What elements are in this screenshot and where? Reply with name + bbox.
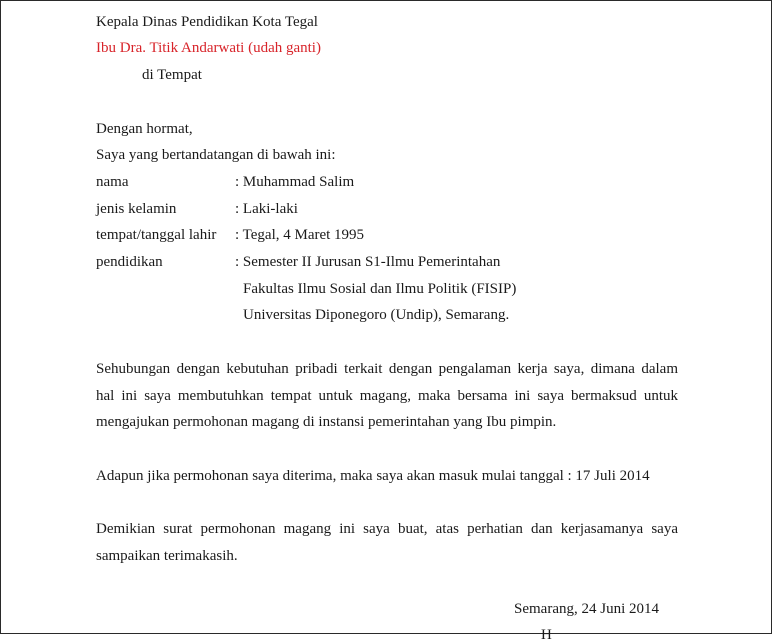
paragraph-3-line-1: Demikian surat permohonan magang ini saya buat, atas perhatian dan kerjasamanya saya: [96, 521, 678, 537]
recipient-line-3: di Tempat: [142, 67, 202, 83]
paragraph-1-line-1: Sehubungan dengan kebutuhan pribadi terkait dengan pengalaman kerja saya, dimana dalam: [96, 361, 678, 377]
field-label-jenis-kelamin: jenis kelamin: [96, 201, 177, 217]
field-label-nama: nama: [96, 174, 129, 190]
education-line-2: Fakultas Ilmu Sosial dan Ilmu Politik (FISIP): [243, 281, 517, 297]
field-value-jenis-kelamin: : Laki-laki: [235, 201, 298, 217]
field-value-nama: : Muhammad Salim: [235, 174, 355, 190]
field-value-pendidikan: : Semester II Jurusan S1-Ilmu Pemerintahan: [235, 254, 501, 270]
field-label-pendidikan: pendidikan: [96, 254, 163, 270]
education-line-3: Universitas Diponegoro (Undip), Semarang.: [243, 307, 510, 323]
field-value-ttl: : Tegal, 4 Maret 1995: [235, 227, 365, 243]
paragraph-3-line-2: sampaikan terimakasih.: [96, 548, 238, 564]
field-label-ttl: tempat/tanggal lahir: [96, 227, 217, 243]
place-date: Semarang, 24 Juni 2014: [514, 601, 659, 617]
paragraph-2: Adapun jika permohonan saya diterima, maka saya akan masuk mulai tanggal : 17 Juli 2014: [96, 468, 650, 484]
greeting: Dengan hormat,: [96, 121, 193, 137]
recipient-line-1: Kepala Dinas Pendidikan Kota Tegal: [96, 14, 318, 30]
paragraph-1-line-2: hal ini saya membutuhkan tempat untuk magang, maka bersama ini saya bermaksud untuk: [96, 388, 678, 404]
closing-partial: H: [541, 627, 552, 643]
recipient-line-2: Ibu Dra. Titik Andarwati (udah ganti): [96, 40, 321, 56]
intro-line: Saya yang bertandatangan di bawah ini:: [96, 147, 336, 163]
paragraph-1-line-3: mengajukan permohonan magang di instansi pemerintahan yang Ibu pimpin.: [96, 414, 557, 430]
